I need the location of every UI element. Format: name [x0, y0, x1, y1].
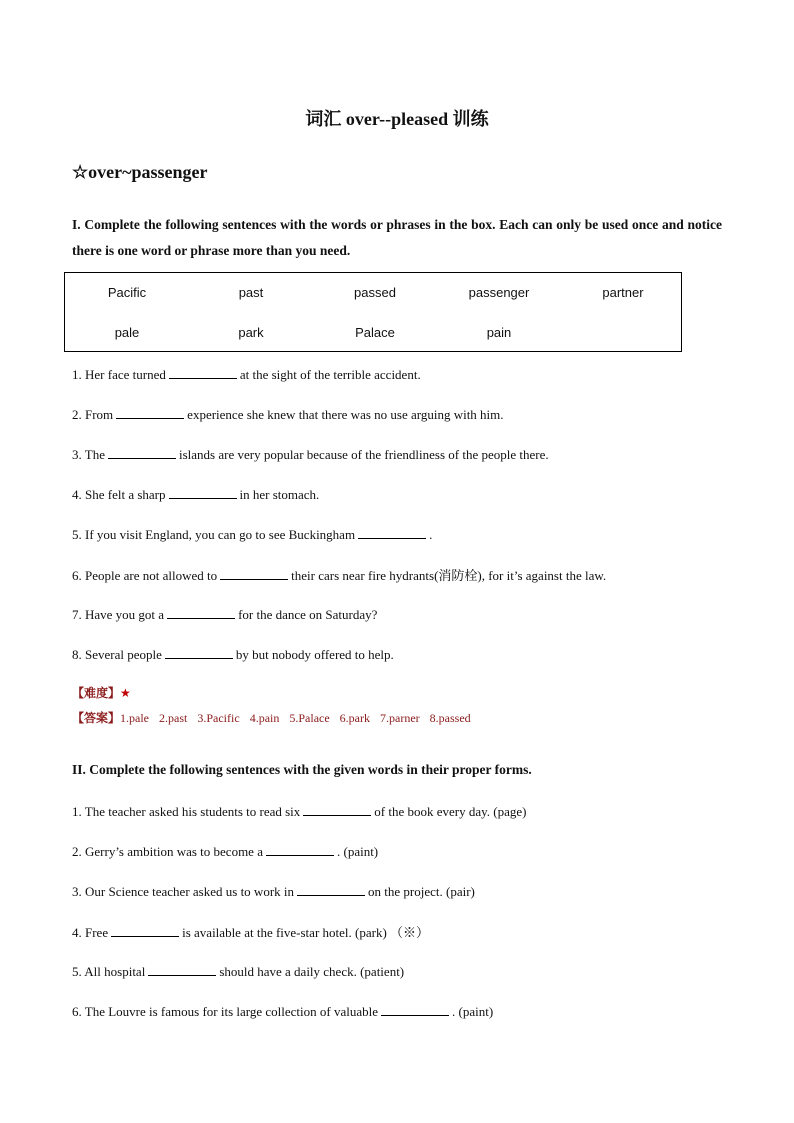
- answer-blank[interactable]: [303, 803, 371, 816]
- question-item: 8. Several people by but nobody offered to help.: [72, 647, 394, 662]
- question-item: 6. People are not allowed to their cars near fire hydrants(消防栓), for it’s against the law.: [72, 568, 607, 583]
- question-item: 3. The islands are very popular because of the friendliness of the people there.: [72, 447, 549, 462]
- question-item: 3. Our Science teacher asked us to work in on the project. (pair): [72, 884, 475, 899]
- word-box-item: pain: [486, 325, 512, 340]
- word-box-item: park: [238, 325, 264, 340]
- answer-item: 8.passed: [429, 711, 471, 725]
- answer-blank[interactable]: [116, 406, 184, 419]
- answer-item: 7.parner: [380, 711, 420, 725]
- answer-blank[interactable]: [381, 1003, 449, 1016]
- question-item: 5. All hospital should have a daily check. (patient): [72, 964, 405, 979]
- answer-blank[interactable]: [165, 646, 233, 659]
- answer-item: 1.pale: [120, 711, 150, 725]
- word-box-item: partner: [602, 285, 644, 300]
- star-icon: ★: [120, 686, 131, 700]
- question-item: 2. From experience she knew that there was no use arguing with him.: [72, 407, 504, 422]
- answer-blank[interactable]: [108, 446, 176, 459]
- question-item: 6. The Louvre is famous for its large collection of valuable . (paint): [72, 1004, 494, 1019]
- question-item: 1. Her face turned at the sight of the terrible accident.: [72, 367, 421, 382]
- difficulty-label: 【难度】: [72, 686, 121, 700]
- difficulty-line: [72, 684, 131, 701]
- word-box: [64, 272, 682, 352]
- question-item: 7. Have you got a for the dance on Saturday?: [72, 607, 378, 622]
- section2-instruction: II. Complete the following sentences with the given words in their proper forms.: [72, 762, 532, 777]
- answer-blank[interactable]: [266, 843, 334, 856]
- answer-blank[interactable]: [167, 606, 235, 619]
- question-item: 5. If you visit England, you can go to see Buckingham .: [72, 527, 433, 542]
- word-box-item: pale: [114, 325, 140, 340]
- word-box-item: past: [238, 285, 264, 300]
- word-box-item: passenger: [468, 285, 530, 300]
- page-title: 词汇 over--pleased 训练: [305, 109, 489, 129]
- section1-instruction: I. Complete the following sentences with the words or phrases in the box. Each can only be used once and notice there is one word or phrase more than you need.: [72, 217, 722, 258]
- answer-blank[interactable]: [169, 366, 237, 379]
- answer-blank[interactable]: [148, 963, 216, 976]
- answer-blank[interactable]: [297, 883, 365, 896]
- answer-item: 2.past: [159, 711, 188, 725]
- word-box-item: Palace: [355, 325, 395, 340]
- question-item: 2. Gerry’s ambition was to become a . (paint): [72, 844, 379, 859]
- answer-label: 【答案】: [72, 711, 121, 725]
- answer-blank[interactable]: [358, 526, 426, 539]
- answer-item: 4.pain: [249, 711, 280, 725]
- answer-item: 6.park: [339, 711, 370, 725]
- answer-item: 3.Pacific: [197, 711, 240, 725]
- answer-blank[interactable]: [220, 567, 288, 580]
- question-item: 4. She felt a sharp in her stomach.: [72, 487, 320, 502]
- answer-blank[interactable]: [169, 486, 237, 499]
- question-item: 4. Free is available at the five-star hotel. (park) （※）: [72, 925, 430, 940]
- section-subtitle: ☆over~passenger: [72, 162, 208, 182]
- answer-line: [72, 709, 481, 726]
- word-box-item: passed: [354, 285, 396, 300]
- question-item: 1. The teacher asked his students to read six of the book every day. (page): [72, 804, 527, 819]
- answer-blank[interactable]: [111, 924, 179, 937]
- word-box-item: Pacific: [107, 285, 147, 300]
- answer-item: 5.Palace: [289, 711, 330, 725]
